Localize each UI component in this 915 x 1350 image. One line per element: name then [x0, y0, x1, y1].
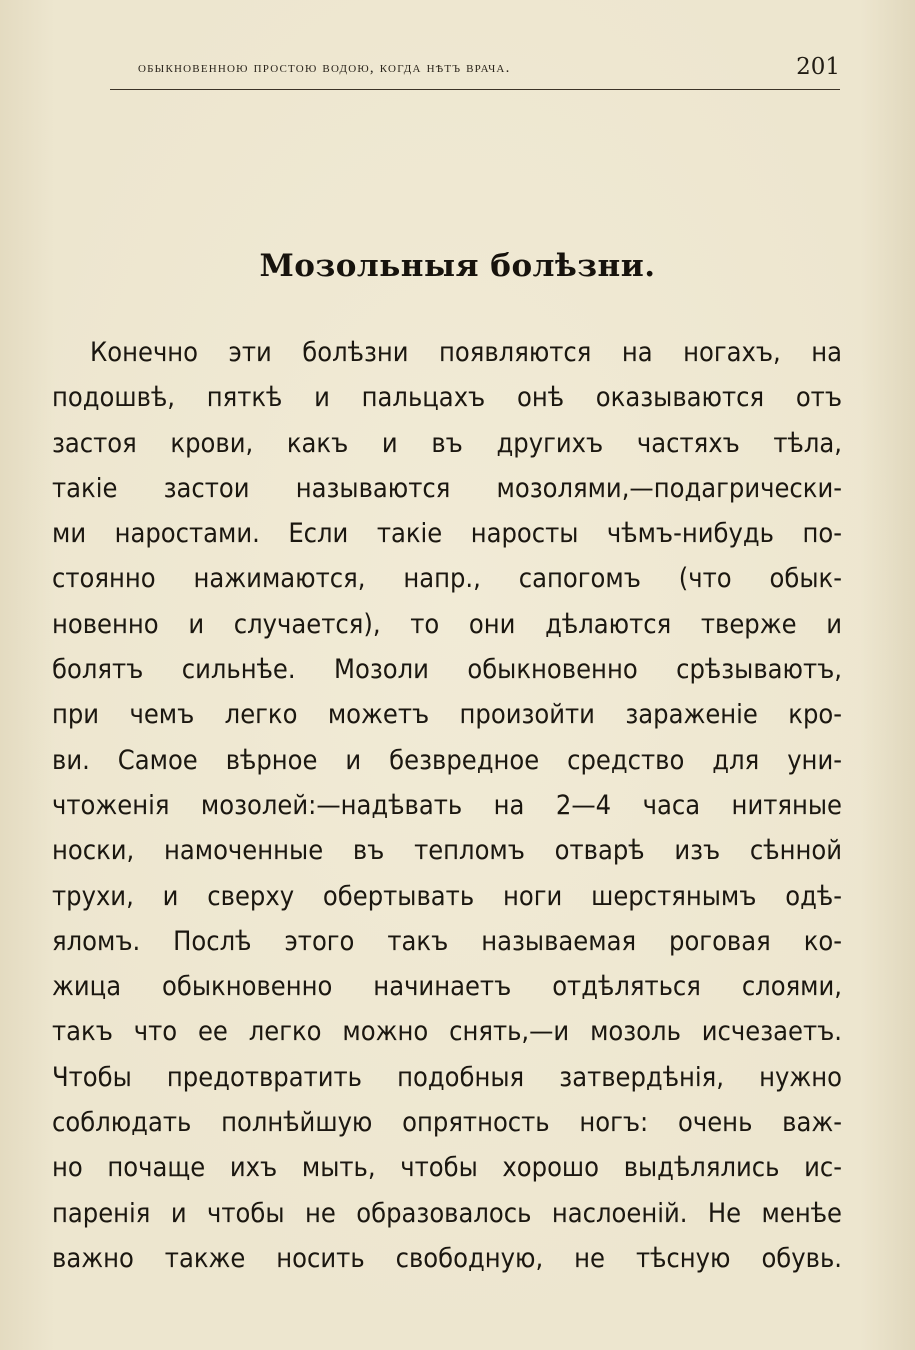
- text-line: важно также носить свободную, не тѣсную обувь.: [52, 1242, 842, 1274]
- text-line: трухи, и сверху обертывать ноги шерстянымъ одѣ-: [52, 880, 842, 912]
- page-number: 201: [796, 54, 840, 80]
- text-line: новенно и случается), то они дѣлаются тверже и: [52, 608, 842, 640]
- text-line: при чемъ легко можетъ произойти зараженіе кро-: [52, 699, 842, 731]
- text-line: носки, намоченные въ тепломъ отварѣ изъ сѣнной: [52, 835, 842, 867]
- text-line: болятъ сильнѣе. Мозоли обыкновенно срѣзываютъ,: [52, 654, 842, 686]
- text-line: чтоженія мозолей:—надѣвать на 2—4 часа нитяные: [52, 789, 842, 821]
- text-line: Конечно эти болѣзни появляются на ногахъ, на: [90, 337, 842, 368]
- text-line: такъ что ее легко можно снять,—и мозоль исчезаетъ.: [52, 1016, 842, 1048]
- text-line: жица обыкновенно начинаетъ отдѣляться слоями,: [52, 971, 842, 1003]
- text-line: паренія и чтобы не образовалось наслоеній. Не менѣе: [52, 1197, 842, 1229]
- text-line: Чтобы предотвратить подобныя затвердѣнія, нужно: [52, 1061, 842, 1093]
- text-line: застоя крови, какъ и въ другихъ частяхъ тѣла,: [52, 427, 842, 459]
- text-line: стоянно нажимаются, напр., сапогомъ (что обык-: [52, 563, 842, 595]
- body-text: [52, 330, 842, 1281]
- text-line: подошвѣ, пяткѣ и пальцахъ онѣ оказываются отъ: [52, 382, 842, 414]
- text-line: яломъ. Послѣ этого такъ называемая роговая ко-: [52, 925, 842, 957]
- running-title: обыкновенною простою водою, когда нѣтъ врача.: [138, 60, 511, 76]
- text-line: такіе застои называются мозолями,—подагрически-: [52, 472, 842, 504]
- text-line: ви. Самое вѣрное и безвредное средство для уни-: [52, 744, 842, 776]
- section-title: Мозольныя болѣзни.: [259, 248, 656, 284]
- text-line: но почаще ихъ мыть, чтобы хорошо выдѣлялись ис-: [52, 1152, 842, 1184]
- text-line: ми наростами. Если такіе наросты чѣмъ-нибудь по-: [52, 518, 842, 550]
- running-head: [120, 54, 840, 88]
- text-line: соблюдать полнѣйшую опрятность ногъ: очень важ-: [52, 1107, 842, 1139]
- header-rule: [110, 89, 840, 90]
